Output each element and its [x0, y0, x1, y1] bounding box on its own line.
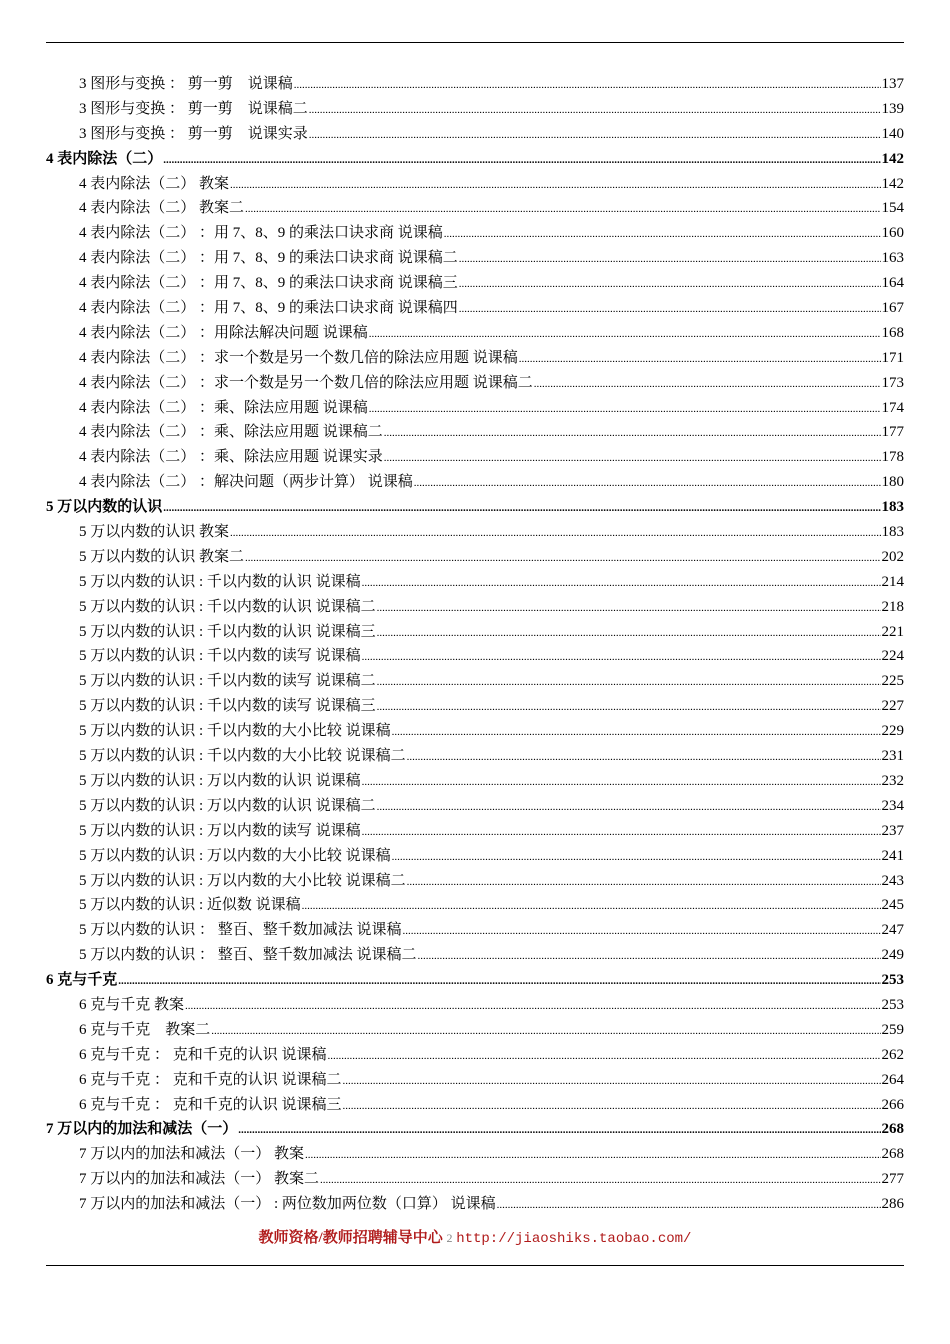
toc-entry-page: 237	[881, 822, 904, 839]
toc-leader-dots	[407, 745, 881, 770]
toc-entry-page: 214	[881, 573, 904, 590]
toc-leader-dots	[377, 596, 881, 621]
toc-leader-dots	[309, 98, 881, 123]
toc-entry-page: 173	[881, 374, 904, 391]
toc-entry[interactable]	[46, 1167, 904, 1192]
toc-entry-page: 202	[881, 548, 904, 565]
toc-entry[interactable]	[46, 271, 904, 296]
toc-leader-dots	[230, 521, 880, 546]
toc-leader-dots	[418, 944, 881, 969]
toc-entry-page: 262	[881, 1046, 904, 1063]
toc-chapter-entry[interactable]	[46, 147, 904, 172]
toc-entry-page: 160	[881, 225, 904, 242]
toc-entry[interactable]	[46, 719, 904, 744]
toc-leader-dots	[163, 496, 880, 521]
toc-entry-page: 286	[881, 1196, 904, 1213]
toc-entry[interactable]	[46, 844, 904, 869]
toc-entry-title: 5 万以内数的认识 : 万以内数的大小比较 说课稿	[79, 847, 391, 864]
toc-entry-page: 245	[881, 897, 904, 914]
toc-entry-title: 5 万以内数的认识 : 万以内数的大小比较 说课稿二	[79, 872, 406, 889]
toc-leader-dots	[362, 820, 881, 845]
toc-entry-page: 243	[881, 872, 904, 889]
toc-entry-page: 183	[881, 524, 904, 541]
toc-entry-title: 3 图形与变换 ： 剪一剪 说课实录	[79, 125, 308, 142]
toc-leader-dots	[377, 670, 881, 695]
toc-entry-title: 5 万以内数的认识 : 千以内数的读写 说课稿	[79, 648, 361, 665]
toc-entry-title: 5 万以内数的认识 教案	[79, 524, 230, 541]
toc-entry[interactable]	[46, 595, 904, 620]
toc-leader-dots	[309, 123, 881, 148]
toc-leader-dots	[459, 272, 881, 297]
toc-entry-page: 163	[881, 250, 904, 267]
toc-entry-page: 168	[881, 324, 904, 341]
toc-entry-title: 4 表内除法（二） ：用除法解决问题 说课稿	[79, 324, 368, 341]
toc-entry-title: 4 表内除法（二） 教案	[79, 175, 230, 192]
toc-entry-title: 5 万以内数的认识 ： 整百、整千数加减法 说课稿	[79, 922, 402, 939]
toc-leader-dots	[362, 645, 881, 670]
toc-entry-title: 4 表内除法（二）	[46, 150, 163, 167]
toc-entry-title: 5 万以内数的认识 : 万以内数的认识 说课稿	[79, 772, 361, 789]
toc-entry-title: 5 万以内数的认识 : 千以内数的认识 说课稿	[79, 573, 361, 590]
toc-entry-title: 6 克与千克 教案二	[79, 1021, 211, 1038]
toc-entry-title: 7 万以内的加法和减法（一）	[46, 1121, 238, 1138]
toc-leader-dots	[369, 322, 881, 347]
toc-entry-page: 171	[881, 349, 904, 366]
toc-leader-dots	[320, 1168, 880, 1193]
toc-leader-dots	[384, 446, 881, 471]
toc-entry-page: 277	[881, 1171, 904, 1188]
toc-entry-title: 6 克与千克 ： 克和千克的认识 说课稿	[79, 1046, 327, 1063]
toc-leader-dots	[118, 969, 880, 994]
toc-entry-title: 4 表内除法（二） ：乘、除法应用题 说课实录	[79, 449, 383, 466]
toc-entry-title: 3 图形与变换 ： 剪一剪 说课稿二	[79, 100, 308, 117]
toc-entry[interactable]	[46, 445, 904, 470]
toc-entry-page: 167	[881, 300, 904, 317]
toc-entry[interactable]	[46, 371, 904, 396]
toc-entry-title: 4 表内除法（二） ：用 7、8、9 的乘法口诀求商 说课稿三	[79, 275, 458, 292]
toc-entry-page: 180	[881, 474, 904, 491]
toc-leader-dots	[444, 222, 881, 247]
page-footer	[0, 1226, 950, 1247]
toc-entry-page: 140	[881, 125, 904, 142]
footer-url-link[interactable]: http://jiaoshiks.taobao.com/	[456, 1231, 692, 1247]
toc-entry-title: 5 万以内数的认识 : 近似数 说课稿	[79, 897, 301, 914]
toc-entry[interactable]	[46, 993, 904, 1018]
toc-entry-page: 266	[881, 1096, 904, 1113]
toc-entry-page: 139	[881, 100, 904, 117]
toc-leader-dots	[294, 73, 881, 98]
toc-leader-dots	[384, 421, 881, 446]
toc-entry-title: 4 表内除法（二） ：求一个数是另一个数几倍的除法应用题 说课稿	[79, 349, 518, 366]
toc-entry[interactable]	[46, 296, 904, 321]
toc-entry-title: 5 万以内数的认识 : 千以内数的大小比较 说课稿二	[79, 748, 406, 765]
toc-entry[interactable]	[46, 694, 904, 719]
toc-entry[interactable]	[46, 869, 904, 894]
toc-entry-page: 183	[881, 499, 904, 516]
toc-entry[interactable]	[46, 1093, 904, 1118]
toc-leader-dots	[343, 1094, 881, 1119]
toc-entry-title: 4 表内除法（二） ：用 7、8、9 的乘法口诀求商 说课稿	[79, 225, 443, 242]
toc-entry-title: 3 图形与变换 ： 剪一剪 说课稿	[79, 76, 293, 92]
toc-entry-page: 232	[881, 772, 904, 789]
toc-entry-title: 6 克与千克 ： 克和千克的认识 说课稿二	[79, 1071, 342, 1088]
toc-chapter-entry[interactable]	[46, 495, 904, 520]
toc-entry-page: 229	[881, 723, 904, 740]
toc-leader-dots	[519, 347, 881, 372]
toc-entry[interactable]	[46, 794, 904, 819]
toc-entry-page: 177	[881, 424, 904, 441]
toc-leader-dots	[362, 571, 881, 596]
toc-leader-dots	[534, 372, 881, 397]
toc-entry[interactable]	[46, 893, 904, 918]
toc-leader-dots	[245, 546, 880, 571]
footer-rule	[46, 1265, 904, 1266]
toc-leader-dots	[392, 845, 881, 870]
toc-entry[interactable]	[46, 97, 904, 122]
toc-entry-title: 5 万以内数的认识 : 千以内数的读写 说课稿二	[79, 673, 376, 690]
toc-entry-title: 7 万以内的加法和减法（一） : 两位数加两位数（口算） 说课稿	[79, 1196, 496, 1213]
toc-entry-title: 5 万以内数的认识 : 千以内数的认识 说课稿三	[79, 623, 376, 640]
toc-entry-page: 249	[881, 947, 904, 964]
toc-entry-title: 5 万以内数的认识 : 万以内数的认识 说课稿二	[79, 797, 376, 814]
toc-entry-title: 4 表内除法（二） ：求一个数是另一个数几倍的除法应用题 说课稿二	[79, 374, 533, 391]
toc-entry[interactable]	[46, 545, 904, 570]
toc-entry[interactable]	[46, 769, 904, 794]
toc-leader-dots	[230, 173, 880, 198]
toc-leader-dots	[392, 720, 881, 745]
toc-entry-page: 268	[881, 1146, 904, 1163]
toc-entry[interactable]	[46, 470, 904, 495]
toc-entry-page: 218	[881, 598, 904, 615]
toc-leader-dots	[362, 770, 881, 795]
toc-entry-title: 5 万以内数的认识 : 千以内数的认识 说课稿二	[79, 598, 376, 615]
toc-entry-page: 259	[881, 1021, 904, 1038]
toc-leader-dots	[403, 919, 881, 944]
toc-leader-dots	[459, 297, 881, 322]
toc-leader-dots	[407, 870, 881, 895]
toc-entry-title: 5 万以内数的认识 : 千以内数的大小比较 说课稿	[79, 723, 391, 740]
toc-entry[interactable]	[46, 744, 904, 769]
toc-entry[interactable]	[46, 1018, 904, 1043]
footer-page-marker: 2	[446, 1231, 453, 1245]
toc-entry-page: 221	[881, 623, 904, 640]
toc-entry-page: 234	[881, 797, 904, 814]
toc-entry-title: 4 表内除法（二） ：乘、除法应用题 说课稿二	[79, 424, 383, 441]
toc-entry-title: 5 万以内数的认识 ： 整百、整千数加减法 说课稿二	[79, 947, 417, 964]
toc-entry-page: 247	[881, 922, 904, 939]
toc-entry-title: 6 克与千克 教案	[79, 996, 185, 1013]
toc-entry-page: 241	[881, 847, 904, 864]
toc-entry-page: 253	[881, 972, 904, 989]
toc-entry-title: 7 万以内的加法和减法（一） 教案二	[79, 1171, 320, 1188]
toc-entry[interactable]	[46, 918, 904, 943]
toc-chapter-entry[interactable]	[46, 1117, 904, 1142]
toc-leader-dots	[459, 247, 881, 272]
toc-entry-title: 6 克与千克 ： 克和千克的认识 说课稿三	[79, 1096, 342, 1113]
toc-entry[interactable]	[46, 420, 904, 445]
toc-entry[interactable]	[46, 221, 904, 246]
toc-entry-title: 4 表内除法（二） ：用 7、8、9 的乘法口诀求商 说课稿四	[79, 300, 458, 317]
toc-leader-dots	[238, 1118, 880, 1143]
toc-entry-title: 6 克与千克	[46, 972, 118, 989]
toc-entry-page: 142	[881, 175, 904, 192]
toc-chapter-entry[interactable]	[46, 968, 904, 993]
toc-entry[interactable]	[46, 943, 904, 968]
toc-leader-dots	[305, 1143, 880, 1168]
toc-entry-title: 5 万以内数的认识 : 千以内数的读写 说课稿三	[79, 698, 376, 715]
header-rule	[46, 42, 904, 43]
toc-leader-dots	[377, 695, 881, 720]
toc-leader-dots	[414, 471, 881, 496]
toc-entry-page: 264	[881, 1071, 904, 1088]
toc-entry[interactable]	[46, 620, 904, 645]
toc-entry-page: 137	[881, 76, 904, 92]
toc-entry-page: 174	[881, 399, 904, 416]
toc-leader-dots	[163, 148, 880, 173]
toc-leader-dots	[185, 994, 880, 1019]
toc-entry[interactable]	[46, 520, 904, 545]
toc-entry[interactable]	[46, 669, 904, 694]
toc-entry[interactable]	[46, 122, 904, 147]
toc-entry[interactable]	[46, 570, 904, 595]
toc-entry-title: 4 表内除法（二） ：乘、除法应用题 说课稿	[79, 399, 368, 416]
toc-entry-page: 227	[881, 698, 904, 715]
toc-entry[interactable]	[46, 72, 904, 97]
toc-entry-page: 224	[881, 648, 904, 665]
toc-entry[interactable]	[46, 819, 904, 844]
toc-entry[interactable]	[46, 1192, 904, 1217]
toc-entry[interactable]	[46, 172, 904, 197]
toc-entry-page: 164	[881, 275, 904, 292]
toc-leader-dots	[497, 1193, 881, 1218]
toc-entry-title: 5 万以内数的认识 : 万以内数的读写 说课稿	[79, 822, 361, 839]
footer-text: 教师资格/教师招聘辅导中心	[258, 1230, 443, 1246]
toc-leader-dots	[245, 197, 880, 222]
toc-leader-dots	[343, 1069, 881, 1094]
toc-entry-page: 231	[881, 748, 904, 765]
toc-entry[interactable]	[46, 321, 904, 346]
toc-entry-page: 268	[881, 1121, 904, 1138]
toc-leader-dots	[328, 1044, 881, 1069]
toc-entry-title: 4 表内除法（二） ：用 7、8、9 的乘法口诀求商 说课稿二	[79, 250, 458, 267]
toc-entry[interactable]	[46, 1068, 904, 1093]
toc-entry[interactable]	[46, 246, 904, 271]
toc-entry-page: 178	[881, 449, 904, 466]
toc-entry[interactable]	[46, 644, 904, 669]
toc-entry-title: 5 万以内数的认识	[46, 499, 163, 516]
toc-leader-dots	[211, 1019, 880, 1044]
toc-leader-dots	[302, 894, 881, 919]
toc-entry-page: 142	[881, 150, 904, 167]
toc-entry-title: 5 万以内数的认识 教案二	[79, 548, 245, 565]
toc-entry-page: 154	[881, 200, 904, 217]
toc-entry-title: 4 表内除法（二） 教案二	[79, 200, 245, 217]
toc-entry-title: 4 表内除法（二） ：解决问题（两步计算） 说课稿	[79, 474, 413, 491]
toc-leader-dots	[369, 397, 881, 422]
toc-entry-page: 225	[881, 673, 904, 690]
toc-entry[interactable]	[46, 1142, 904, 1167]
toc-entry-title: 7 万以内的加法和减法（一） 教案	[79, 1146, 305, 1163]
toc-entry[interactable]	[46, 396, 904, 421]
toc-entry[interactable]	[46, 346, 904, 371]
toc-leader-dots	[377, 621, 881, 646]
toc-leader-dots	[377, 795, 881, 820]
toc-entry[interactable]	[46, 196, 904, 221]
toc-entry-page: 253	[881, 996, 904, 1013]
toc-entry[interactable]	[46, 1043, 904, 1068]
table-of-contents	[46, 72, 904, 1217]
